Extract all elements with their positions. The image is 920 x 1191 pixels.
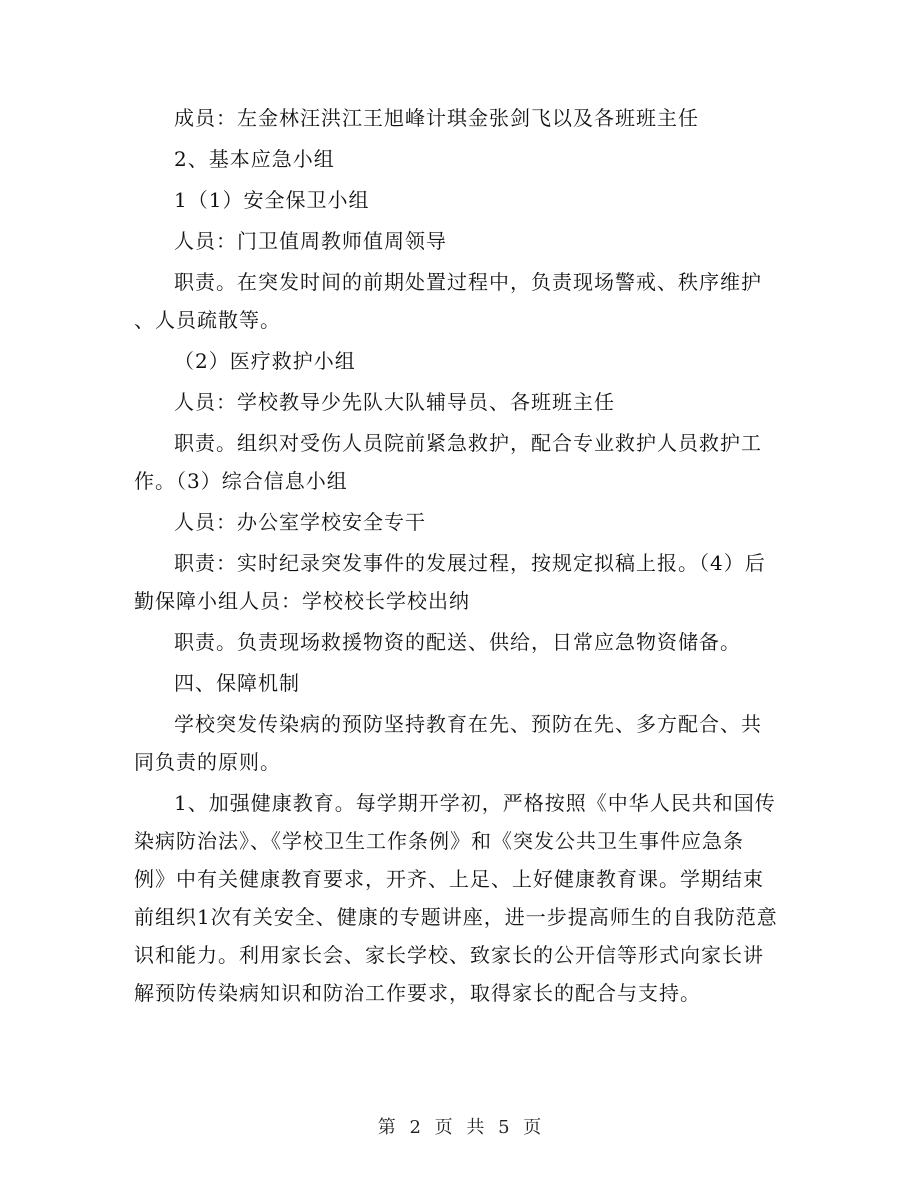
text-line: 职责。在突发时间的前期处置过程中，负责现场警戒、秩序维护	[174, 270, 762, 294]
text-line-security-personnel: 人员：门卫值周教师值周领导	[174, 229, 447, 253]
heading-security-group: 1（1）安全保卫小组	[174, 188, 370, 212]
text-line-logistics-duty: 职责。负责现场救援物资的配送、供给，日常应急物资储备。	[174, 630, 741, 654]
text-line: 染病防治法》、《学校卫生工作条例》和《突发公共卫生事件应急条	[134, 829, 744, 853]
paragraph-medical-duty	[134, 430, 814, 494]
text-line: 前组织1次有关安全、健康的专题讲座，进一步提高师生的自我防范意	[134, 905, 778, 929]
text-line: 、人员疏散等。	[134, 308, 281, 332]
text-line-members: 成员：左金林汪洪江王旭峰计琪金张剑飞以及各班班主任	[174, 106, 699, 130]
paragraph-info-duty	[134, 550, 814, 614]
paragraph-security-duty	[134, 269, 814, 333]
paragraph-health-education	[134, 790, 814, 1006]
text-line: 解预防传染病知识和防治工作要求，取得家长的配合与支持。	[134, 981, 701, 1005]
text-line: 例》中有关健康教育要求，开齐、上足、上好健康教育课。学期结束	[134, 867, 764, 891]
text-line: 同负责的原则。	[134, 750, 281, 774]
document-body	[134, 105, 814, 1021]
text-line: 职责。组织对受伤人员院前紧急救护，配合专业救护人员救护工	[174, 431, 762, 455]
paragraph-prevention-principle	[134, 711, 814, 775]
text-line: 1、加强健康教育。每学期开学初，严格按照《中华人民共和国传	[174, 791, 776, 815]
text-line-info-personnel: 人员：办公室学校安全专干	[174, 510, 426, 534]
text-line-medical-personnel: 人员：学校教导少先队大队辅导员、各班班主任	[174, 390, 615, 414]
heading-medical-group: （2）医疗救护小组	[174, 349, 356, 373]
text-line: 学校突发传染病的预防坚持教育在先、预防在先、多方配合、共	[174, 712, 762, 736]
text-line: 作。（3）综合信息小组	[134, 469, 348, 493]
text-line: 职责：实时纪录突发事件的发展过程，按规定拟稿上报。（4）后	[174, 551, 766, 575]
text-line: 识和能力。利用家长会、家长学校、致家长的公开信等形式向家长讲	[134, 943, 764, 967]
heading-guarantee-mechanism: 四、保障机制	[174, 671, 300, 695]
text-line: 勤保障小组人员：学校校长学校出纳	[134, 589, 470, 613]
page-number-footer: 第 2 页 共 5 页	[377, 1117, 543, 1138]
heading-basic-emergency-group: 2、基本应急小组	[174, 147, 335, 171]
